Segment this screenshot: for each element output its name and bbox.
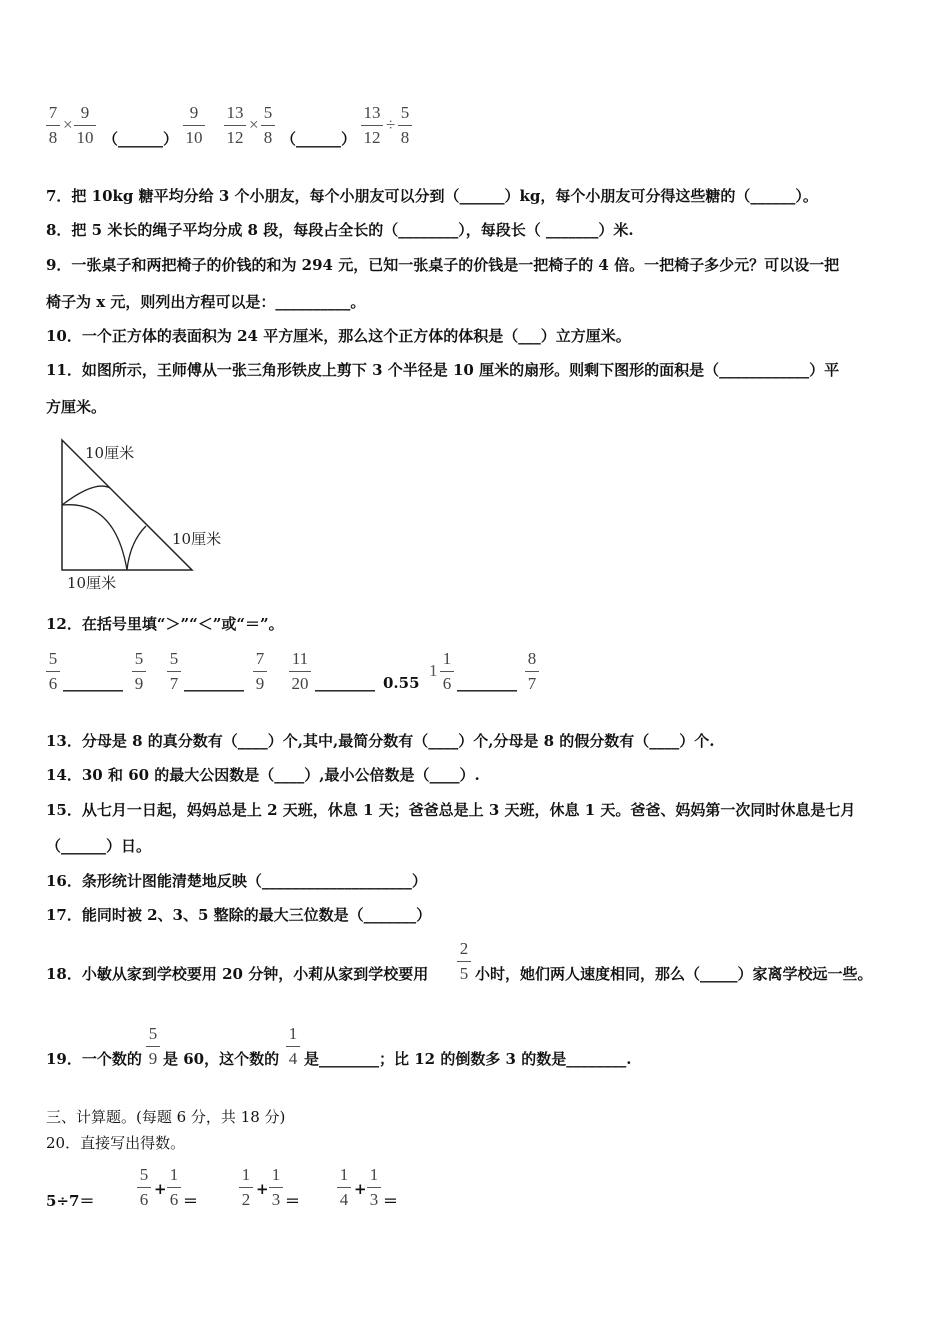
question-15-line2: （______）日。 [46,837,152,855]
fraction: 1 4 [286,1025,300,1068]
fraction: 5 6 [46,650,60,693]
compare-blank[interactable]: ________ [457,674,517,692]
compare-blank[interactable]: ________ [63,674,123,692]
question-8: 8．把 5 米长的绳子平均分成 8 段，每段占全长的（________），每段长（ _______）米. [46,221,634,239]
sector-arc-right [62,505,127,570]
question-10: 10．一个正方体的表面积为 24 平方厘米，那么这个正方体的体积是（___）立方厘米。 [46,327,631,345]
plus-sign: + [154,1180,167,1198]
fraction: 5 8 [261,104,275,147]
question-19-post: 是________；比 12 的倒数多 3 的数是________. [304,1050,632,1068]
question-11-line1: 11．如图所示，王师傅从一张三角形铁皮上剪下 3 个半径是 10 厘米的扇形。则剩下图形的面积是（____________）平 [46,361,840,379]
equals-sign: ＝ [285,1192,301,1210]
fraction: 1 6 [167,1166,181,1209]
answer-blank[interactable]: （______） [281,130,357,148]
plus-sign: + [256,1180,269,1198]
question-9-line1: 9．一张桌子和两把椅子的价钱的和为 294 元，已知一张桌子的价钱是一把椅子的 4 倍。一把椅子多少元？可以设一把 [46,256,840,274]
question-12: 12．在括号里填“＞”“＜”或“＝”。 [46,615,284,633]
fraction: 5 7 [167,650,181,693]
fraction: 13 12 [361,104,383,147]
times-sign: × [249,115,259,134]
fraction: 2 5 [457,940,471,983]
question-17: 17．能同时被 2、3、5 整除的最大三位数是（_______） [46,906,432,924]
answer-blank[interactable]: （______） [103,130,179,148]
label-top: 10厘米 [85,444,135,462]
fraction: 5 6 [137,1166,151,1209]
compare-blank[interactable]: ________ [184,674,244,692]
question-19-mid: 是 60，这个数的 [163,1050,280,1068]
fraction: 5 8 [398,104,412,147]
fraction: 13 12 [224,104,246,147]
sector-arc-bottom [127,526,146,570]
fraction: 1 6 [440,650,454,693]
fraction: 5 9 [146,1025,160,1068]
question-14: 14．30 和 60 的最大公因数是（____）,最小公倍数是（____）. [46,766,480,784]
fraction: 1 2 [239,1166,253,1209]
calc-expression: 5÷7＝ [46,1192,95,1210]
fraction: 9 10 [183,104,205,147]
question-16: 16．条形统计图能清楚地反映（____________________） [46,872,427,890]
equals-sign: ＝ [183,1192,199,1210]
question-13: 13．分母是 8 的真分数有（____）个,其中,最简分数有（____）个,分母是 8 的假分数有（____）个. [46,732,715,750]
question-15-line1: 15．从七月一日起，妈妈总是上 2 天班，休息 1 天；爸爸总是上 3 天班，休息 1 天。爸爸、妈妈第一次同时休息是七月 [46,801,856,819]
triangle-figure [55,432,255,602]
question-9-line2: 椅子为 x 元，则列出方程可以是：__________。 [46,293,366,311]
times-sign: × [63,115,73,134]
question-7: 7．把 10kg 糖平均分给 3 个小朋友，每个小朋友可以分到（______）kg，每个小朋友可分得这些糖的（______）。 [46,187,818,205]
divide-sign: ÷ [386,115,396,134]
mixed-whole: 1 [429,661,438,680]
sector-arc-top [62,486,110,505]
fraction: 1 3 [367,1166,381,1209]
fraction: 11 20 [289,650,311,693]
fraction: 9 10 [74,104,96,147]
fraction: 7 8 [46,104,60,147]
question-18-pre: 18．小敏从家到学校要用 20 分钟，小莉从家到学校要用 [46,965,429,983]
decimal-value: 0.55 [383,674,420,692]
equals-sign: ＝ [383,1192,399,1210]
label-bottom: 10厘米 [67,574,117,592]
compare-blank[interactable]: ________ [315,674,375,692]
question-20: 20．直接写出得数。 [46,1134,186,1152]
fraction: 1 4 [337,1166,351,1209]
question-11-line2: 方厘米。 [46,398,107,416]
fraction: 7 9 [253,650,267,693]
fraction: 5 9 [132,650,146,693]
fraction: 1 3 [269,1166,283,1209]
fraction: 8 7 [525,650,539,693]
question-18-post: 小时，她们两人速度相同，那么（_____）家离学校远一些。 [475,965,873,983]
section-heading: 三、计算题。(每题 6 分，共 18 分) [46,1108,286,1126]
question-19-pre: 19．一个数的 [46,1050,142,1068]
label-right: 10厘米 [172,530,222,548]
plus-sign: + [354,1180,367,1198]
